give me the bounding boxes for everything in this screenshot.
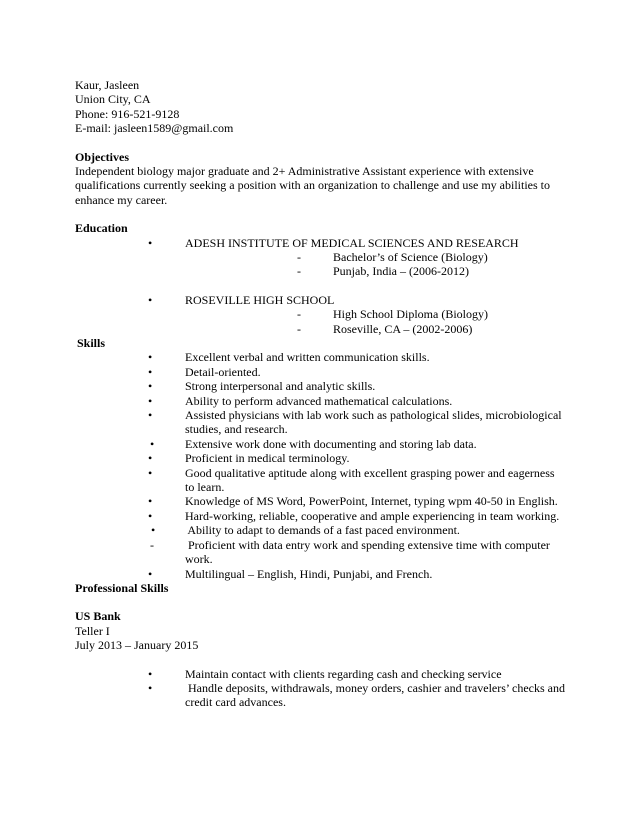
school-degree: Bachelor’s of Science (Biology) [333,250,488,265]
skill-item [75,408,615,437]
school-degree: High School Diploma (Biology) [333,307,488,322]
skill-item [75,437,615,451]
skill-item [75,365,615,379]
skill-item [75,379,615,393]
skill-text: Assisted physicians with lab work such as pathological slides, microbiological studies, and research. [185,408,562,437]
employer-name: US Bank [75,609,121,624]
bullet-marker: • [148,451,153,466]
job-title: Teller I [75,623,110,638]
school-location: Punjab, India – (2006-2012) [333,264,469,279]
duty-item [75,667,615,681]
duty-text: Maintain contact with clients regarding cash and checking service [185,666,502,681]
duty-item [75,681,615,710]
bullet-marker: • [150,436,155,451]
skill-item [75,509,615,523]
bullet-marker: • [148,666,153,681]
skill-item [75,394,615,408]
contact-phone: Phone: 916-521-9128 [75,106,180,121]
school-detail [75,322,615,336]
skill-item [75,350,615,364]
bullet-marker: • [148,408,153,423]
school-detail [75,307,615,321]
bullet-marker: • [148,393,153,408]
skill-text: Strong interpersonal and analytic skills. [185,379,376,394]
school-location: Roseville, CA – (2002-2006) [333,321,473,336]
school-detail [75,264,615,278]
dash-marker: - [297,321,301,336]
bullet-marker: • [148,379,153,394]
bullet-marker: • [148,292,153,307]
skill-text: Ability to adapt to demands of a fast paced environment. [185,523,460,538]
bullet-marker: • [148,465,153,480]
school-name: ADESH INSTITUTE OF MEDICAL SCIENCES AND RESEARCH [185,235,519,250]
bullet-marker: • [148,364,153,379]
skill-text: Ability to perform advanced mathematical calculations. [185,393,453,408]
objectives-heading: Objectives [75,149,129,164]
resume-body [75,78,615,710]
bullet-marker: • [148,508,153,523]
skill-text: Proficient in medical terminology. [185,451,350,466]
bullet-marker: • [148,494,153,509]
school-detail [75,250,615,264]
school-name: ROSEVILLE HIGH SCHOOL [185,292,335,307]
objectives-text: Independent biology major graduate and 2+ Administrative Assistant experience with extensive qualifications currently seeking a position with an organization to challenge and use my abilities to enhance my career. [75,164,550,207]
skill-text: Detail-oriented. [185,364,261,379]
school-item [75,236,615,250]
bullet-marker: • [148,350,153,365]
skill-text: Knowledge of MS Word, PowerPoint, Internet, typing wpm 40-50 in English. [185,494,558,509]
job-dates: July 2013 – January 2015 [75,638,199,653]
dash-marker: - [297,307,301,322]
skill-text: Good qualitative aptitude along with excellent grasping power and eagerness to learn. [185,465,555,495]
education-heading: Education [75,221,128,236]
skill-text: Hard-working, reliable, cooperative and ample experiencing in team working. [185,508,560,523]
skill-text: Multilingual – English, Hindi, Punjabi, and French. [185,566,433,581]
contact-name: Kaur, Jasleen [75,78,140,92]
skill-text: Proficient with data entry work and spending extensive time with computer work. [185,537,553,567]
duty-text: Handle deposits, withdrawals, money orders, cashier and travelers’ checks and credit card advances. [185,680,568,710]
skill-item [75,466,615,495]
skill-item [75,567,615,581]
bullet-marker: • [151,523,156,538]
bullet-marker: • [148,566,153,581]
school-item [75,293,615,307]
skill-item [75,494,615,508]
skill-item [75,523,615,537]
skill-text: Extensive work done with documenting and storing lab data. [185,436,477,451]
dash-marker: - [150,537,154,552]
bullet-marker: • [148,235,153,250]
skill-item [75,538,615,567]
contact-location: Union City, CA [75,92,151,107]
professional-skills-heading: Professional Skills [75,580,169,595]
bullet-marker: • [148,680,153,695]
contact-email: E-mail: jasleen1589@gmail.com [75,121,234,136]
dash-marker: - [297,250,301,265]
skill-text: Excellent verbal and written communication skills. [185,350,430,365]
skill-item [75,451,615,465]
skills-heading: Skills [77,336,106,350]
dash-marker: - [297,264,301,279]
